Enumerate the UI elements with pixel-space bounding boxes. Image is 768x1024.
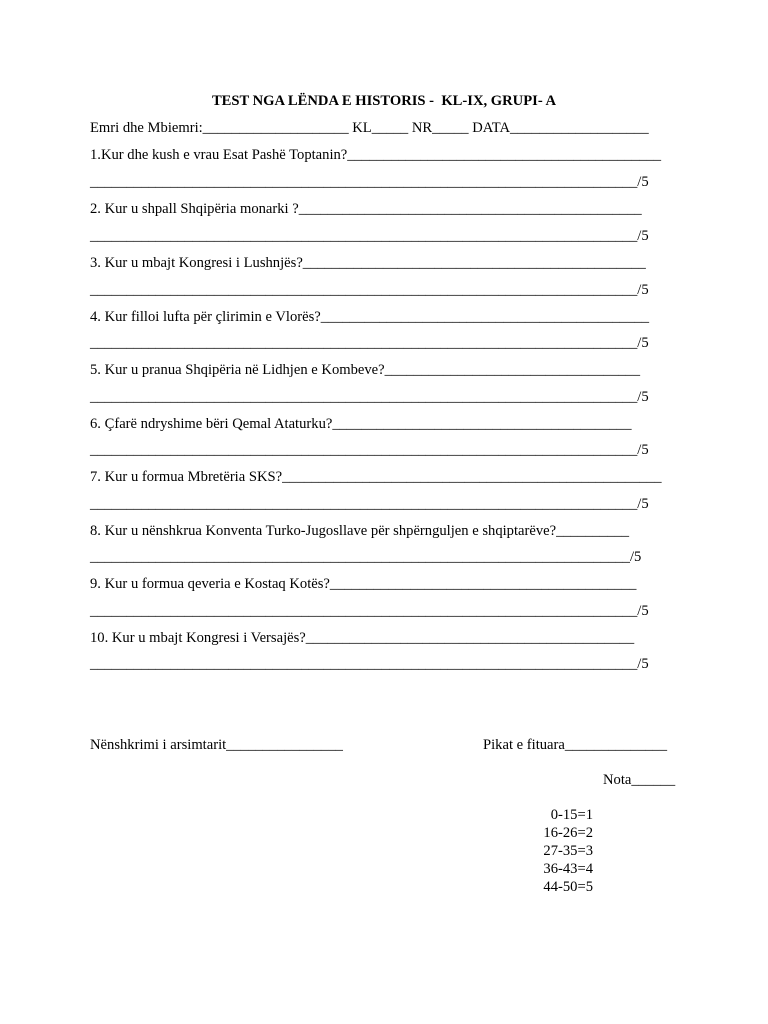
answer-line-10: ___________________________________________________________________________/5 [90,656,649,672]
grade-field: Nota______ [603,772,676,788]
grade-scale-item: 16-26=2 [543,825,593,841]
question-2: 2. Kur u shpall Shqipëria monarki ?_______________________________________________ [90,201,642,217]
answer-line-8: __________________________________________________________________________/5 [90,549,642,565]
question-6: 6. Çfarë ndryshime bëri Qemal Ataturku?_________________________________________ [90,416,632,432]
points-earned: Pikat e fituara______________ [483,737,668,753]
teacher-signature: Nënshkrimi i arsimtarit________________ [90,737,343,753]
answer-line-6: ___________________________________________________________________________/5 [90,442,649,458]
question-10: 10. Kur u mbajt Kongresi i Versajës?_____________________________________________ [90,630,635,646]
answer-line-9: ___________________________________________________________________________/5 [90,603,649,619]
answer-line-7: ___________________________________________________________________________/5 [90,496,649,512]
question-8: 8. Kur u nënshkrua Konventa Turko-Jugosllave për shpërnguljen e shqiptarëve?__________ [90,523,630,539]
answer-line-1: ___________________________________________________________________________/5 [90,174,649,190]
page-title: TEST NGA LËNDA E HISTORIS - KL-IX, GRUPI- A [211,93,557,109]
question-7: 7. Kur u formua Mbretëria SKS?____________________________________________________ [90,469,662,485]
grade-scale-item: 36-43=4 [543,861,593,877]
question-1: 1.Kur dhe kush e vrau Esat Pashë Toptanin?___________________________________________ [90,147,662,163]
answer-line-2: ___________________________________________________________________________/5 [90,228,649,244]
question-5: 5. Kur u pranua Shqipëria në Lidhjen e Kombeve?___________________________________ [90,362,641,378]
grade-scale-item: 0-15=1 [550,807,593,823]
grade-scale-item: 27-35=3 [543,843,593,859]
answer-line-4: ___________________________________________________________________________/5 [90,335,649,351]
question-9: 9. Kur u formua qeveria e Kostaq Kotës?__________________________________________ [90,576,637,592]
answer-line-5: ___________________________________________________________________________/5 [90,389,649,405]
student-info-line: Emri dhe Mbiemri:____________________ KL_____ NR_____ DATA___________________ [90,120,649,136]
answer-line-3: ___________________________________________________________________________/5 [90,282,649,298]
question-4: 4. Kur filloi lufta për çlirimin e Vlorës?_____________________________________________ [90,309,650,325]
question-3: 3. Kur u mbajt Kongresi i Lushnjës?_______________________________________________ [90,255,646,271]
grade-scale-item: 44-50=5 [543,879,593,895]
